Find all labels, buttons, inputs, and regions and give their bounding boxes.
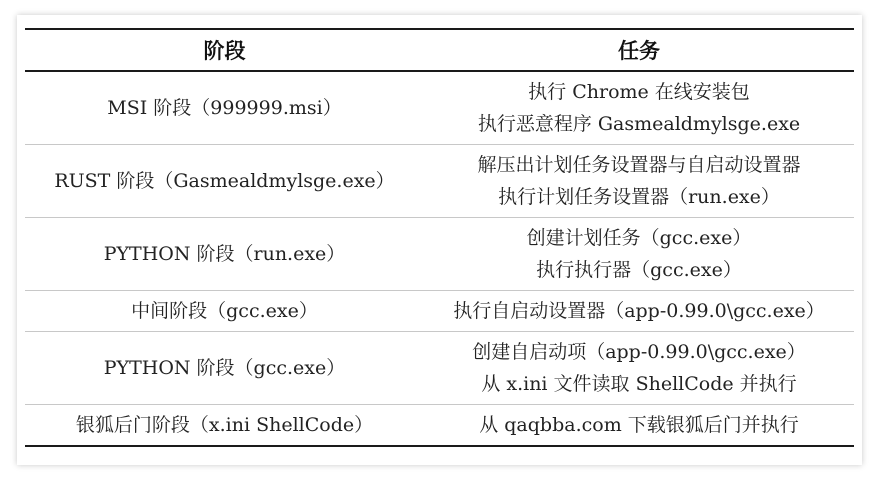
task-line: 执行执行器（gcc.exe）	[536, 259, 742, 281]
task-line: 执行 Chrome 在线安装包	[528, 81, 750, 103]
task-line: 从 x.ini 文件读取 ShellCode 并执行	[481, 373, 797, 395]
task-line: 执行计划任务设置器（run.exe）	[498, 186, 780, 208]
task-cell	[424, 71, 854, 145]
task-line: 创建计划任务（gcc.exe）	[526, 227, 752, 249]
table-card	[17, 15, 862, 465]
task-line: 从 qaqbba.com 下载银狐后门并执行	[479, 414, 799, 436]
stage-cell	[25, 145, 424, 218]
table-row	[25, 405, 854, 447]
stage-cell	[25, 405, 424, 447]
task-cell	[424, 332, 854, 405]
task-line: 执行自启动设置器（app-0.99.0\gcc.exe）	[453, 300, 825, 322]
table-header-row	[25, 29, 854, 71]
header-stage: 阶段	[25, 29, 424, 71]
stage-label: RUST 阶段（Gasmealdmylsge.exe）	[54, 170, 395, 192]
task-cell	[424, 145, 854, 218]
task-cell	[424, 291, 854, 332]
stage-task-table	[25, 28, 854, 447]
task-line: 创建自启动项（app-0.99.0\gcc.exe）	[472, 341, 806, 363]
table-row	[25, 71, 854, 145]
stage-label: PYTHON 阶段（run.exe）	[103, 243, 346, 265]
table-row	[25, 145, 854, 218]
stage-label: PYTHON 阶段（gcc.exe）	[103, 357, 346, 379]
stage-cell	[25, 332, 424, 405]
stage-label: 银狐后门阶段（x.ini ShellCode）	[75, 414, 374, 436]
task-cell	[424, 405, 854, 447]
task-cell	[424, 218, 854, 291]
stage-label: 中间阶段（gcc.exe）	[131, 300, 318, 322]
task-line: 解压出计划任务设置器与自启动设置器	[477, 154, 801, 176]
table-row	[25, 291, 854, 332]
table-row	[25, 218, 854, 291]
stage-cell	[25, 218, 424, 291]
header-task: 任务	[424, 29, 854, 71]
task-line: 执行恶意程序 Gasmealdmylsge.exe	[477, 113, 801, 135]
table-row	[25, 332, 854, 405]
stage-cell	[25, 291, 424, 332]
stage-cell	[25, 71, 424, 145]
stage-label: MSI 阶段（999999.msi）	[107, 97, 342, 119]
